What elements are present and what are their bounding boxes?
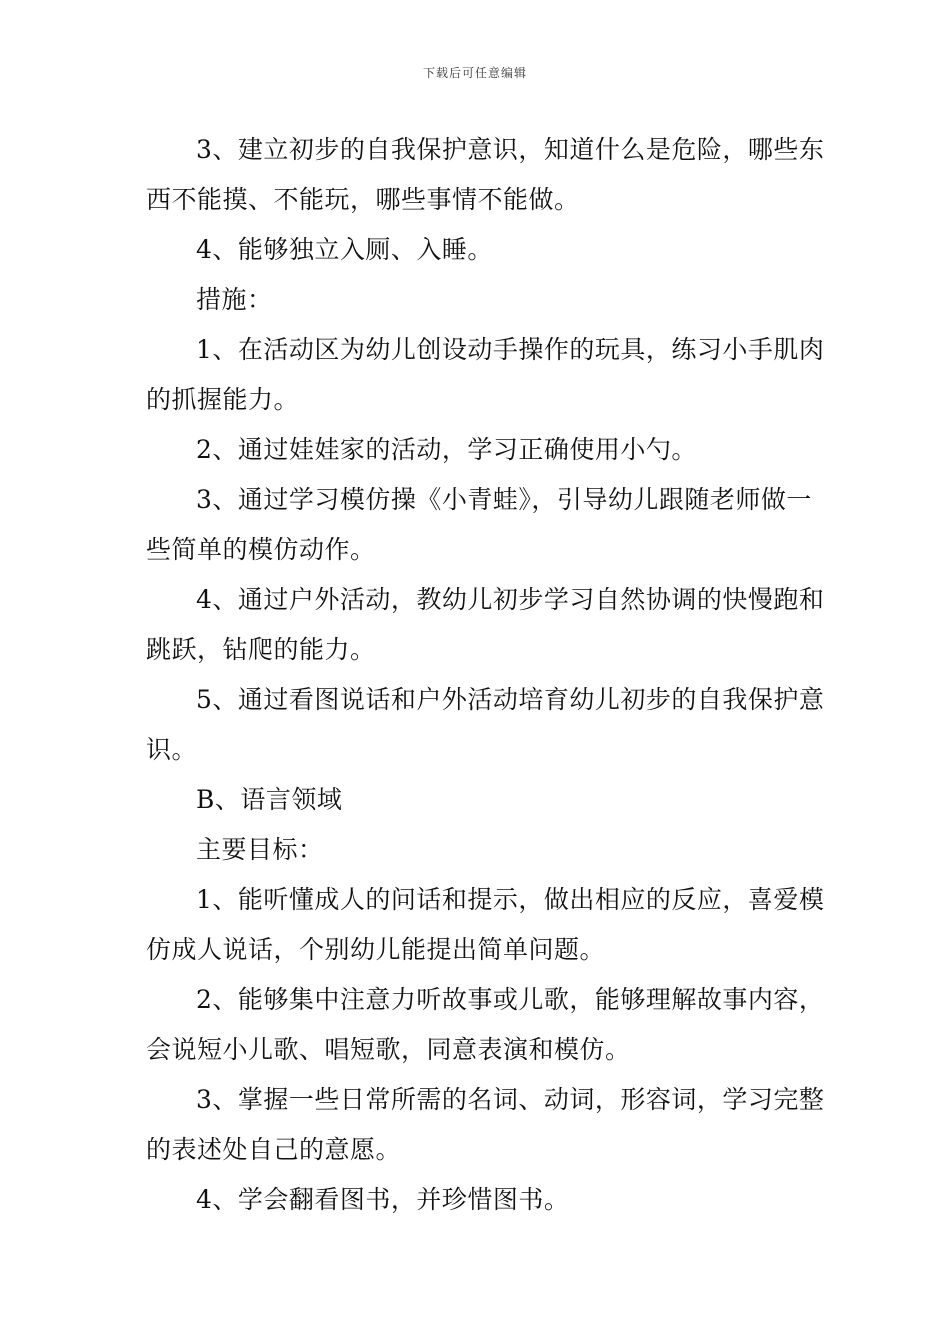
document-body: [146, 125, 826, 1225]
paragraph-measure-5: 5、通过看图说话和户外活动培育幼儿初步的自我保护意识。: [146, 685, 825, 764]
paragraph-measure-4: 4、通过户外活动，教幼儿初步学习自然协调的快慢跑和跳跃，钻爬的能力。: [146, 585, 825, 664]
page-header: 下载后可任意编辑: [422, 66, 527, 80]
paragraph-language-goal-2: 2、能够集中注意力听故事或儿歌，能够理解故事内容，会说短小儿歌、唱短歌，同意表演和模仿。: [146, 985, 825, 1064]
paragraph-language-goal-4: 4、学会翻看图书，并珍惜图书。: [196, 1185, 570, 1214]
paragraph-language-goal-1: 1、能听懂成人的问话和提示，做出相应的反应，喜爱模仿成人说话，个别幼儿能提出简单问题。: [146, 885, 825, 964]
paragraph-measure-2: 2、通过娃娃家的活动，学习正确使用小勺。: [196, 435, 697, 464]
paragraph-language-goal-3: 3、掌握一些日常所需的名词、动词，形容词，学习完整的表述处自己的意愿。: [146, 1085, 825, 1164]
paragraph-section-b: B、语言领域: [196, 785, 343, 814]
paragraph-main-goals-heading: 主要目标：: [196, 835, 324, 864]
paragraph-goal-3: 3、建立初步的自我保护意识，知道什么是危险，哪些东西不能摸、不能玩，哪些事情不能做。: [146, 135, 825, 214]
paragraph-measure-3: 3、通过学习模仿操《小青蛙》，引导幼儿跟随老师做一些简单的模仿动作。: [146, 485, 812, 564]
paragraph-measures-heading: 措施：: [196, 285, 273, 314]
paragraph-measure-1: 1、在活动区为幼儿创设动手操作的玩具，练习小手肌肉的抓握能力。: [146, 335, 825, 414]
paragraph-goal-4: 4、能够独立入厕、入睡。: [196, 235, 493, 264]
